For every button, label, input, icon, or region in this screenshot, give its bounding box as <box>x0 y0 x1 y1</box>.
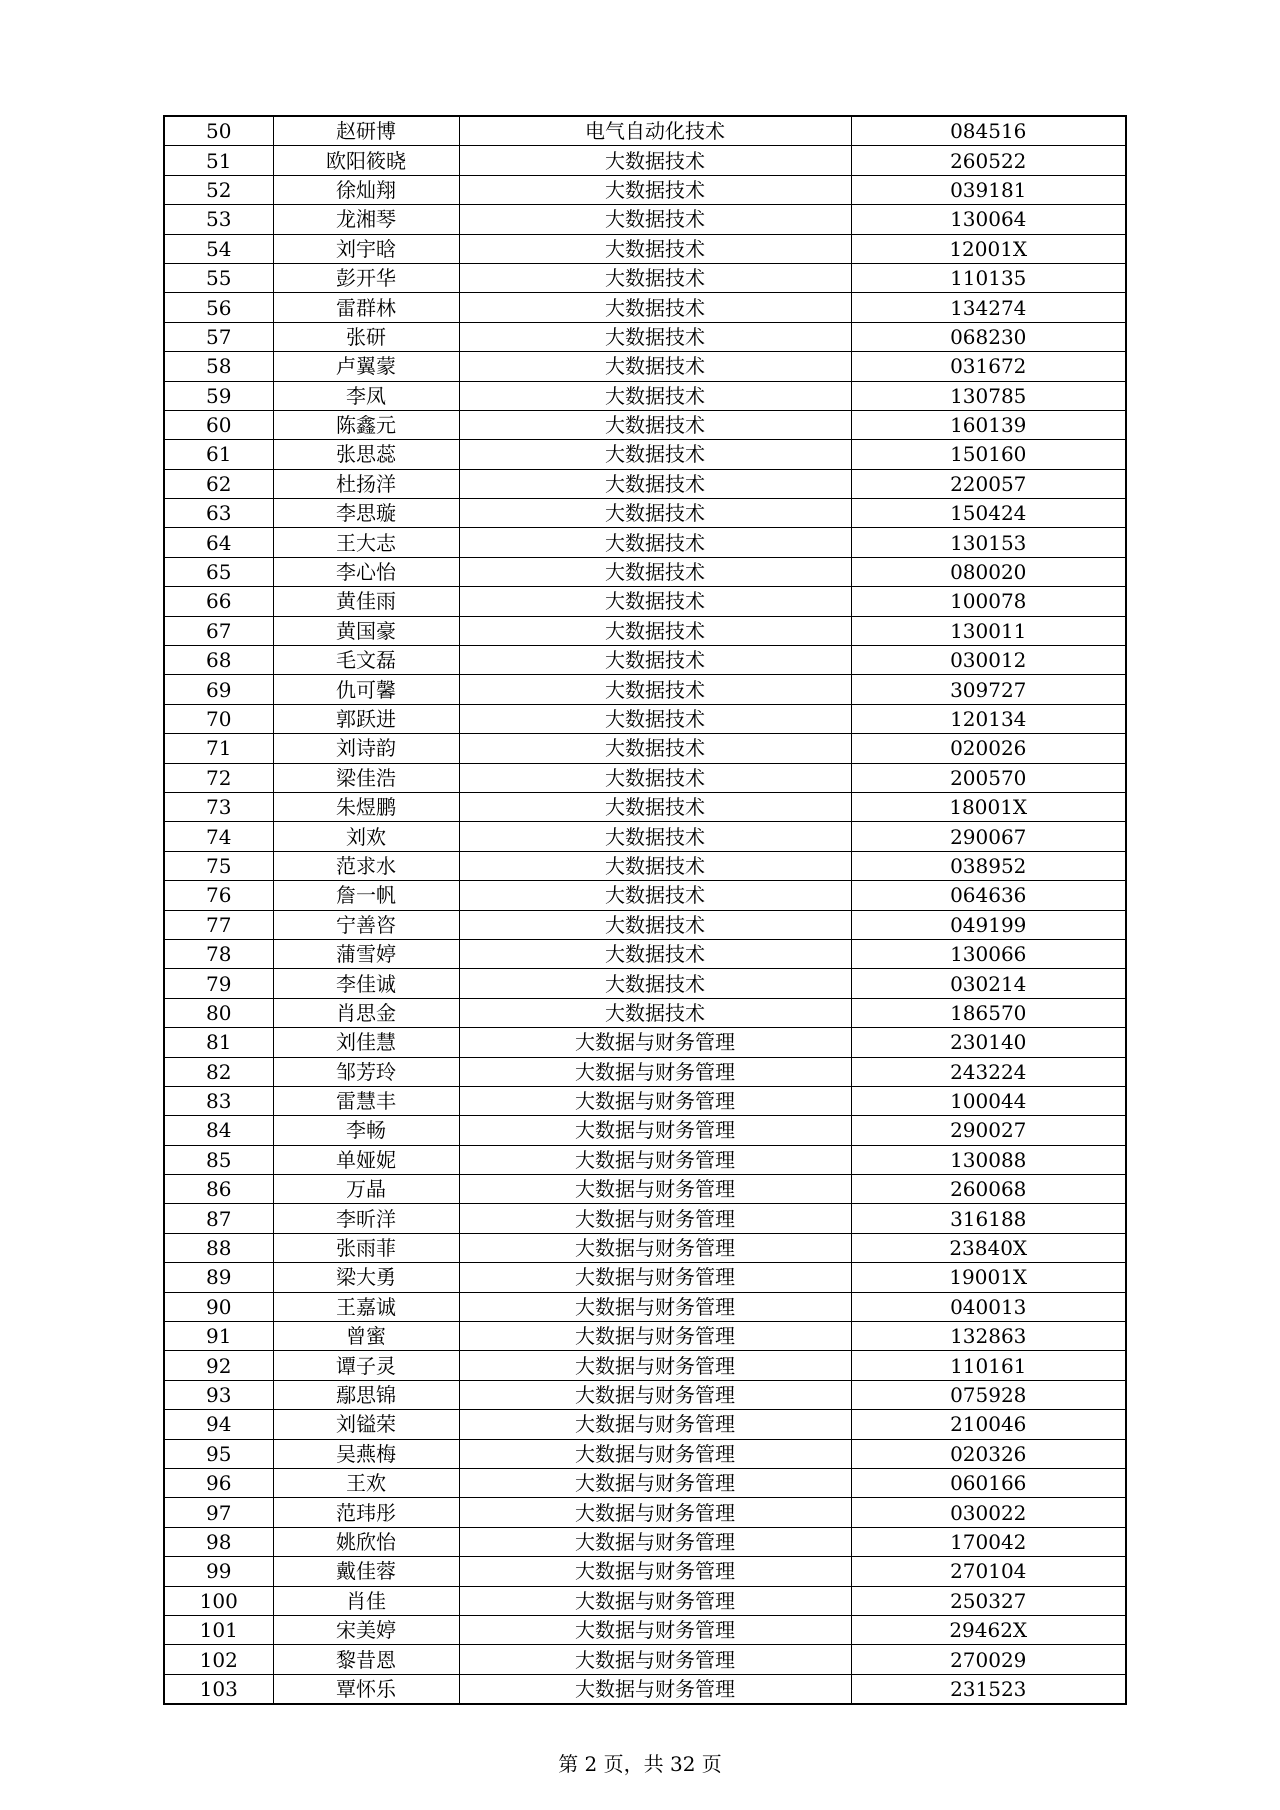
student-name-cell: 李畅 <box>273 1116 459 1145</box>
student-id-cell: 160139 <box>851 410 1126 439</box>
table-row <box>164 969 1126 998</box>
row-number-cell: 89 <box>164 1263 273 1292</box>
major-cell: 大数据技术 <box>459 792 851 821</box>
table-row <box>164 1380 1126 1409</box>
student-name-cell: 肖佳 <box>273 1586 459 1615</box>
row-number-cell: 80 <box>164 998 273 1027</box>
row-number-cell: 50 <box>164 116 273 146</box>
major-cell: 大数据与财务管理 <box>459 1292 851 1321</box>
row-number-cell: 67 <box>164 616 273 645</box>
table-row <box>164 998 1126 1027</box>
row-number-cell: 68 <box>164 646 273 675</box>
student-id-cell: 130066 <box>851 939 1126 968</box>
row-number-cell: 70 <box>164 704 273 733</box>
student-name-cell: 曾蜜 <box>273 1322 459 1351</box>
major-cell: 大数据与财务管理 <box>459 1674 851 1704</box>
student-id-cell: 231523 <box>851 1674 1126 1704</box>
row-number-cell: 65 <box>164 557 273 586</box>
major-cell: 大数据与财务管理 <box>459 1498 851 1527</box>
table-row <box>164 1057 1126 1086</box>
table-row <box>164 587 1126 616</box>
table-row <box>164 175 1126 204</box>
major-cell: 大数据技术 <box>459 322 851 351</box>
row-number-cell: 99 <box>164 1557 273 1586</box>
major-cell: 大数据与财务管理 <box>459 1439 851 1468</box>
student-roster-table <box>163 115 1127 1705</box>
major-cell: 大数据技术 <box>459 440 851 469</box>
student-id-cell: 316188 <box>851 1204 1126 1233</box>
table-row <box>164 499 1126 528</box>
student-id-cell: 110161 <box>851 1351 1126 1380</box>
table-row <box>164 910 1126 939</box>
student-name-cell: 朱煜鹏 <box>273 792 459 821</box>
student-id-cell: 030214 <box>851 969 1126 998</box>
student-name-cell: 范求水 <box>273 851 459 880</box>
table-row <box>164 205 1126 234</box>
table-row <box>164 410 1126 439</box>
student-name-cell: 李心怡 <box>273 557 459 586</box>
major-cell: 大数据与财务管理 <box>459 1615 851 1644</box>
student-id-cell: 12001X <box>851 234 1126 263</box>
major-cell: 大数据与财务管理 <box>459 1351 851 1380</box>
major-cell: 大数据技术 <box>459 881 851 910</box>
student-name-cell: 覃怀乐 <box>273 1674 459 1704</box>
student-id-cell: 29462X <box>851 1615 1126 1644</box>
major-cell: 大数据技术 <box>459 704 851 733</box>
student-id-cell: 260522 <box>851 146 1126 175</box>
student-id-cell: 23840X <box>851 1233 1126 1262</box>
major-cell: 大数据与财务管理 <box>459 1557 851 1586</box>
student-id-cell: 020326 <box>851 1439 1126 1468</box>
student-id-cell: 020026 <box>851 734 1126 763</box>
major-cell: 大数据技术 <box>459 352 851 381</box>
student-name-cell: 范玮彤 <box>273 1498 459 1527</box>
student-id-cell: 18001X <box>851 792 1126 821</box>
student-name-cell: 戴佳蓉 <box>273 1557 459 1586</box>
major-cell: 大数据与财务管理 <box>459 1145 851 1174</box>
student-id-cell: 19001X <box>851 1263 1126 1292</box>
major-cell: 大数据技术 <box>459 734 851 763</box>
student-name-cell: 谭子灵 <box>273 1351 459 1380</box>
table-row <box>164 1498 1126 1527</box>
student-name-cell: 彭开华 <box>273 263 459 292</box>
table-row <box>164 1145 1126 1174</box>
table-row <box>164 1557 1126 1586</box>
major-cell: 大数据与财务管理 <box>459 1086 851 1115</box>
student-name-cell: 卢翼蒙 <box>273 352 459 381</box>
student-id-cell: 075928 <box>851 1380 1126 1409</box>
student-name-cell: 毛文磊 <box>273 646 459 675</box>
student-id-cell: 110135 <box>851 263 1126 292</box>
row-number-cell: 97 <box>164 1498 273 1527</box>
major-cell: 大数据技术 <box>459 910 851 939</box>
student-id-cell: 064636 <box>851 881 1126 910</box>
row-number-cell: 79 <box>164 969 273 998</box>
student-id-cell: 309727 <box>851 675 1126 704</box>
student-id-cell: 100078 <box>851 587 1126 616</box>
major-cell: 大数据与财务管理 <box>459 1645 851 1674</box>
student-name-cell: 李昕洋 <box>273 1204 459 1233</box>
table-row <box>164 322 1126 351</box>
table-row <box>164 1292 1126 1321</box>
major-cell: 大数据技术 <box>459 146 851 175</box>
row-number-cell: 83 <box>164 1086 273 1115</box>
row-number-cell: 72 <box>164 763 273 792</box>
major-cell: 大数据技术 <box>459 763 851 792</box>
row-number-cell: 61 <box>164 440 273 469</box>
student-name-cell: 李思璇 <box>273 499 459 528</box>
row-number-cell: 69 <box>164 675 273 704</box>
table-row <box>164 822 1126 851</box>
table-row <box>164 1086 1126 1115</box>
student-name-cell: 刘诗韵 <box>273 734 459 763</box>
table-row <box>164 293 1126 322</box>
student-id-cell: 038952 <box>851 851 1126 880</box>
table-row <box>164 1175 1126 1204</box>
table-row <box>164 557 1126 586</box>
major-cell: 大数据技术 <box>459 969 851 998</box>
student-name-cell: 杜扬洋 <box>273 469 459 498</box>
student-name-cell: 王大志 <box>273 528 459 557</box>
student-id-cell: 039181 <box>851 175 1126 204</box>
row-number-cell: 52 <box>164 175 273 204</box>
student-id-cell: 290067 <box>851 822 1126 851</box>
student-name-cell: 肖思金 <box>273 998 459 1027</box>
major-cell: 大数据技术 <box>459 675 851 704</box>
row-number-cell: 90 <box>164 1292 273 1321</box>
student-id-cell: 250327 <box>851 1586 1126 1615</box>
student-id-cell: 290027 <box>851 1116 1126 1145</box>
table-row <box>164 469 1126 498</box>
major-cell: 大数据技术 <box>459 851 851 880</box>
table-row <box>164 440 1126 469</box>
major-cell: 大数据与财务管理 <box>459 1263 851 1292</box>
major-cell: 大数据技术 <box>459 175 851 204</box>
row-number-cell: 103 <box>164 1674 273 1704</box>
student-id-cell: 031672 <box>851 352 1126 381</box>
row-number-cell: 73 <box>164 792 273 821</box>
student-name-cell: 陈鑫元 <box>273 410 459 439</box>
student-name-cell: 刘欢 <box>273 822 459 851</box>
row-number-cell: 76 <box>164 881 273 910</box>
row-number-cell: 66 <box>164 587 273 616</box>
major-cell: 大数据技术 <box>459 263 851 292</box>
student-name-cell: 刘镒荣 <box>273 1410 459 1439</box>
row-number-cell: 95 <box>164 1439 273 1468</box>
major-cell: 大数据与财务管理 <box>459 1116 851 1145</box>
row-number-cell: 54 <box>164 234 273 263</box>
student-id-cell: 100044 <box>851 1086 1126 1115</box>
table-row <box>164 616 1126 645</box>
student-id-cell: 210046 <box>851 1410 1126 1439</box>
student-id-cell: 130153 <box>851 528 1126 557</box>
table-row <box>164 881 1126 910</box>
table-row <box>164 646 1126 675</box>
row-number-cell: 91 <box>164 1322 273 1351</box>
table-row <box>164 1351 1126 1380</box>
student-name-cell: 宋美婷 <box>273 1615 459 1644</box>
student-name-cell: 姚欣怡 <box>273 1527 459 1556</box>
row-number-cell: 57 <box>164 322 273 351</box>
row-number-cell: 55 <box>164 263 273 292</box>
student-name-cell: 李凤 <box>273 381 459 410</box>
student-name-cell: 仇可馨 <box>273 675 459 704</box>
major-cell: 大数据技术 <box>459 234 851 263</box>
student-name-cell: 黄佳雨 <box>273 587 459 616</box>
major-cell: 大数据技术 <box>459 557 851 586</box>
table-row <box>164 528 1126 557</box>
major-cell: 大数据与财务管理 <box>459 1380 851 1409</box>
student-name-cell: 詹一帆 <box>273 881 459 910</box>
major-cell: 大数据技术 <box>459 293 851 322</box>
table-row <box>164 1410 1126 1439</box>
row-number-cell: 88 <box>164 1233 273 1262</box>
student-name-cell: 郭跃进 <box>273 704 459 733</box>
major-cell: 大数据与财务管理 <box>459 1233 851 1262</box>
student-id-cell: 120134 <box>851 704 1126 733</box>
row-number-cell: 63 <box>164 499 273 528</box>
table-row <box>164 1116 1126 1145</box>
student-id-cell: 270029 <box>851 1645 1126 1674</box>
student-id-cell: 132863 <box>851 1322 1126 1351</box>
table-row <box>164 116 1126 146</box>
table-row <box>164 352 1126 381</box>
student-name-cell: 李佳诚 <box>273 969 459 998</box>
student-name-cell: 王欢 <box>273 1468 459 1497</box>
student-name-cell: 雷慧丰 <box>273 1086 459 1115</box>
major-cell: 电气自动化技术 <box>459 116 851 146</box>
student-id-cell: 150424 <box>851 499 1126 528</box>
student-name-cell: 宁善咨 <box>273 910 459 939</box>
student-id-cell: 186570 <box>851 998 1126 1027</box>
student-id-cell: 230140 <box>851 1028 1126 1057</box>
row-number-cell: 53 <box>164 205 273 234</box>
student-name-cell: 张雨菲 <box>273 1233 459 1262</box>
major-cell: 大数据与财务管理 <box>459 1204 851 1233</box>
student-id-cell: 260068 <box>851 1175 1126 1204</box>
major-cell: 大数据技术 <box>459 499 851 528</box>
table-row <box>164 234 1126 263</box>
table-row <box>164 792 1126 821</box>
table-row <box>164 1527 1126 1556</box>
student-name-cell: 吴燕梅 <box>273 1439 459 1468</box>
student-name-cell: 蒲雪婷 <box>273 939 459 968</box>
student-name-cell: 欧阳筱晓 <box>273 146 459 175</box>
major-cell: 大数据技术 <box>459 381 851 410</box>
table-row <box>164 939 1126 968</box>
table-row <box>164 1615 1126 1644</box>
row-number-cell: 102 <box>164 1645 273 1674</box>
student-id-cell: 130785 <box>851 381 1126 410</box>
student-name-cell: 张思蕊 <box>273 440 459 469</box>
student-name-cell: 刘佳慧 <box>273 1028 459 1057</box>
row-number-cell: 87 <box>164 1204 273 1233</box>
student-id-cell: 060166 <box>851 1468 1126 1497</box>
row-number-cell: 86 <box>164 1175 273 1204</box>
student-id-cell: 270104 <box>851 1557 1126 1586</box>
student-id-cell: 150160 <box>851 440 1126 469</box>
table-row <box>164 146 1126 175</box>
roster-body <box>164 116 1126 1704</box>
student-name-cell: 徐灿翔 <box>273 175 459 204</box>
table-row <box>164 263 1126 292</box>
table-row <box>164 1204 1126 1233</box>
row-number-cell: 82 <box>164 1057 273 1086</box>
student-id-cell: 220057 <box>851 469 1126 498</box>
row-number-cell: 81 <box>164 1028 273 1057</box>
student-name-cell: 梁大勇 <box>273 1263 459 1292</box>
student-name-cell: 邹芳玲 <box>273 1057 459 1086</box>
major-cell: 大数据技术 <box>459 616 851 645</box>
table-row <box>164 851 1126 880</box>
table-row <box>164 675 1126 704</box>
table-row <box>164 1263 1126 1292</box>
row-number-cell: 64 <box>164 528 273 557</box>
row-number-cell: 59 <box>164 381 273 410</box>
student-name-cell: 单娅妮 <box>273 1145 459 1174</box>
major-cell: 大数据技术 <box>459 587 851 616</box>
row-number-cell: 56 <box>164 293 273 322</box>
table-row <box>164 381 1126 410</box>
student-name-cell: 刘宇晗 <box>273 234 459 263</box>
major-cell: 大数据与财务管理 <box>459 1527 851 1556</box>
table-row <box>164 1233 1126 1262</box>
student-name-cell: 张研 <box>273 322 459 351</box>
student-name-cell: 龙湘琴 <box>273 205 459 234</box>
student-id-cell: 243224 <box>851 1057 1126 1086</box>
row-number-cell: 75 <box>164 851 273 880</box>
major-cell: 大数据与财务管理 <box>459 1175 851 1204</box>
table-row <box>164 763 1126 792</box>
row-number-cell: 100 <box>164 1586 273 1615</box>
row-number-cell: 74 <box>164 822 273 851</box>
row-number-cell: 58 <box>164 352 273 381</box>
table-row <box>164 1322 1126 1351</box>
student-id-cell: 130088 <box>851 1145 1126 1174</box>
student-name-cell: 鄢思锦 <box>273 1380 459 1409</box>
table-row <box>164 704 1126 733</box>
student-name-cell: 王嘉诚 <box>273 1292 459 1321</box>
student-id-cell: 068230 <box>851 322 1126 351</box>
row-number-cell: 60 <box>164 410 273 439</box>
table-row <box>164 1586 1126 1615</box>
row-number-cell: 101 <box>164 1615 273 1644</box>
row-number-cell: 96 <box>164 1468 273 1497</box>
student-name-cell: 梁佳浩 <box>273 763 459 792</box>
student-name-cell: 黎昔恩 <box>273 1645 459 1674</box>
table-row <box>164 734 1126 763</box>
row-number-cell: 94 <box>164 1410 273 1439</box>
major-cell: 大数据与财务管理 <box>459 1322 851 1351</box>
row-number-cell: 92 <box>164 1351 273 1380</box>
student-id-cell: 030022 <box>851 1498 1126 1527</box>
student-name-cell: 万晶 <box>273 1175 459 1204</box>
major-cell: 大数据技术 <box>459 528 851 557</box>
student-id-cell: 040013 <box>851 1292 1126 1321</box>
row-number-cell: 98 <box>164 1527 273 1556</box>
student-id-cell: 030012 <box>851 646 1126 675</box>
student-id-cell: 080020 <box>851 557 1126 586</box>
student-name-cell: 黄国豪 <box>273 616 459 645</box>
page-footer: 第 2 页，共 32 页 <box>558 1752 722 1776</box>
major-cell: 大数据技术 <box>459 822 851 851</box>
major-cell: 大数据技术 <box>459 646 851 675</box>
student-name-cell: 赵研博 <box>273 116 459 146</box>
row-number-cell: 71 <box>164 734 273 763</box>
major-cell: 大数据与财务管理 <box>459 1468 851 1497</box>
student-id-cell: 130064 <box>851 205 1126 234</box>
table-row <box>164 1028 1126 1057</box>
row-number-cell: 62 <box>164 469 273 498</box>
table-row <box>164 1468 1126 1497</box>
student-id-cell: 049199 <box>851 910 1126 939</box>
student-id-cell: 084516 <box>851 116 1126 146</box>
student-id-cell: 134274 <box>851 293 1126 322</box>
row-number-cell: 51 <box>164 146 273 175</box>
student-id-cell: 170042 <box>851 1527 1126 1556</box>
row-number-cell: 85 <box>164 1145 273 1174</box>
major-cell: 大数据技术 <box>459 205 851 234</box>
major-cell: 大数据技术 <box>459 410 851 439</box>
major-cell: 大数据技术 <box>459 939 851 968</box>
major-cell: 大数据与财务管理 <box>459 1028 851 1057</box>
row-number-cell: 84 <box>164 1116 273 1145</box>
table-row <box>164 1439 1126 1468</box>
major-cell: 大数据技术 <box>459 998 851 1027</box>
row-number-cell: 78 <box>164 939 273 968</box>
major-cell: 大数据与财务管理 <box>459 1057 851 1086</box>
major-cell: 大数据与财务管理 <box>459 1410 851 1439</box>
table-row <box>164 1674 1126 1704</box>
major-cell: 大数据技术 <box>459 469 851 498</box>
major-cell: 大数据与财务管理 <box>459 1586 851 1615</box>
student-id-cell: 130011 <box>851 616 1126 645</box>
student-id-cell: 200570 <box>851 763 1126 792</box>
row-number-cell: 93 <box>164 1380 273 1409</box>
table-row <box>164 1645 1126 1674</box>
row-number-cell: 77 <box>164 910 273 939</box>
student-name-cell: 雷群林 <box>273 293 459 322</box>
